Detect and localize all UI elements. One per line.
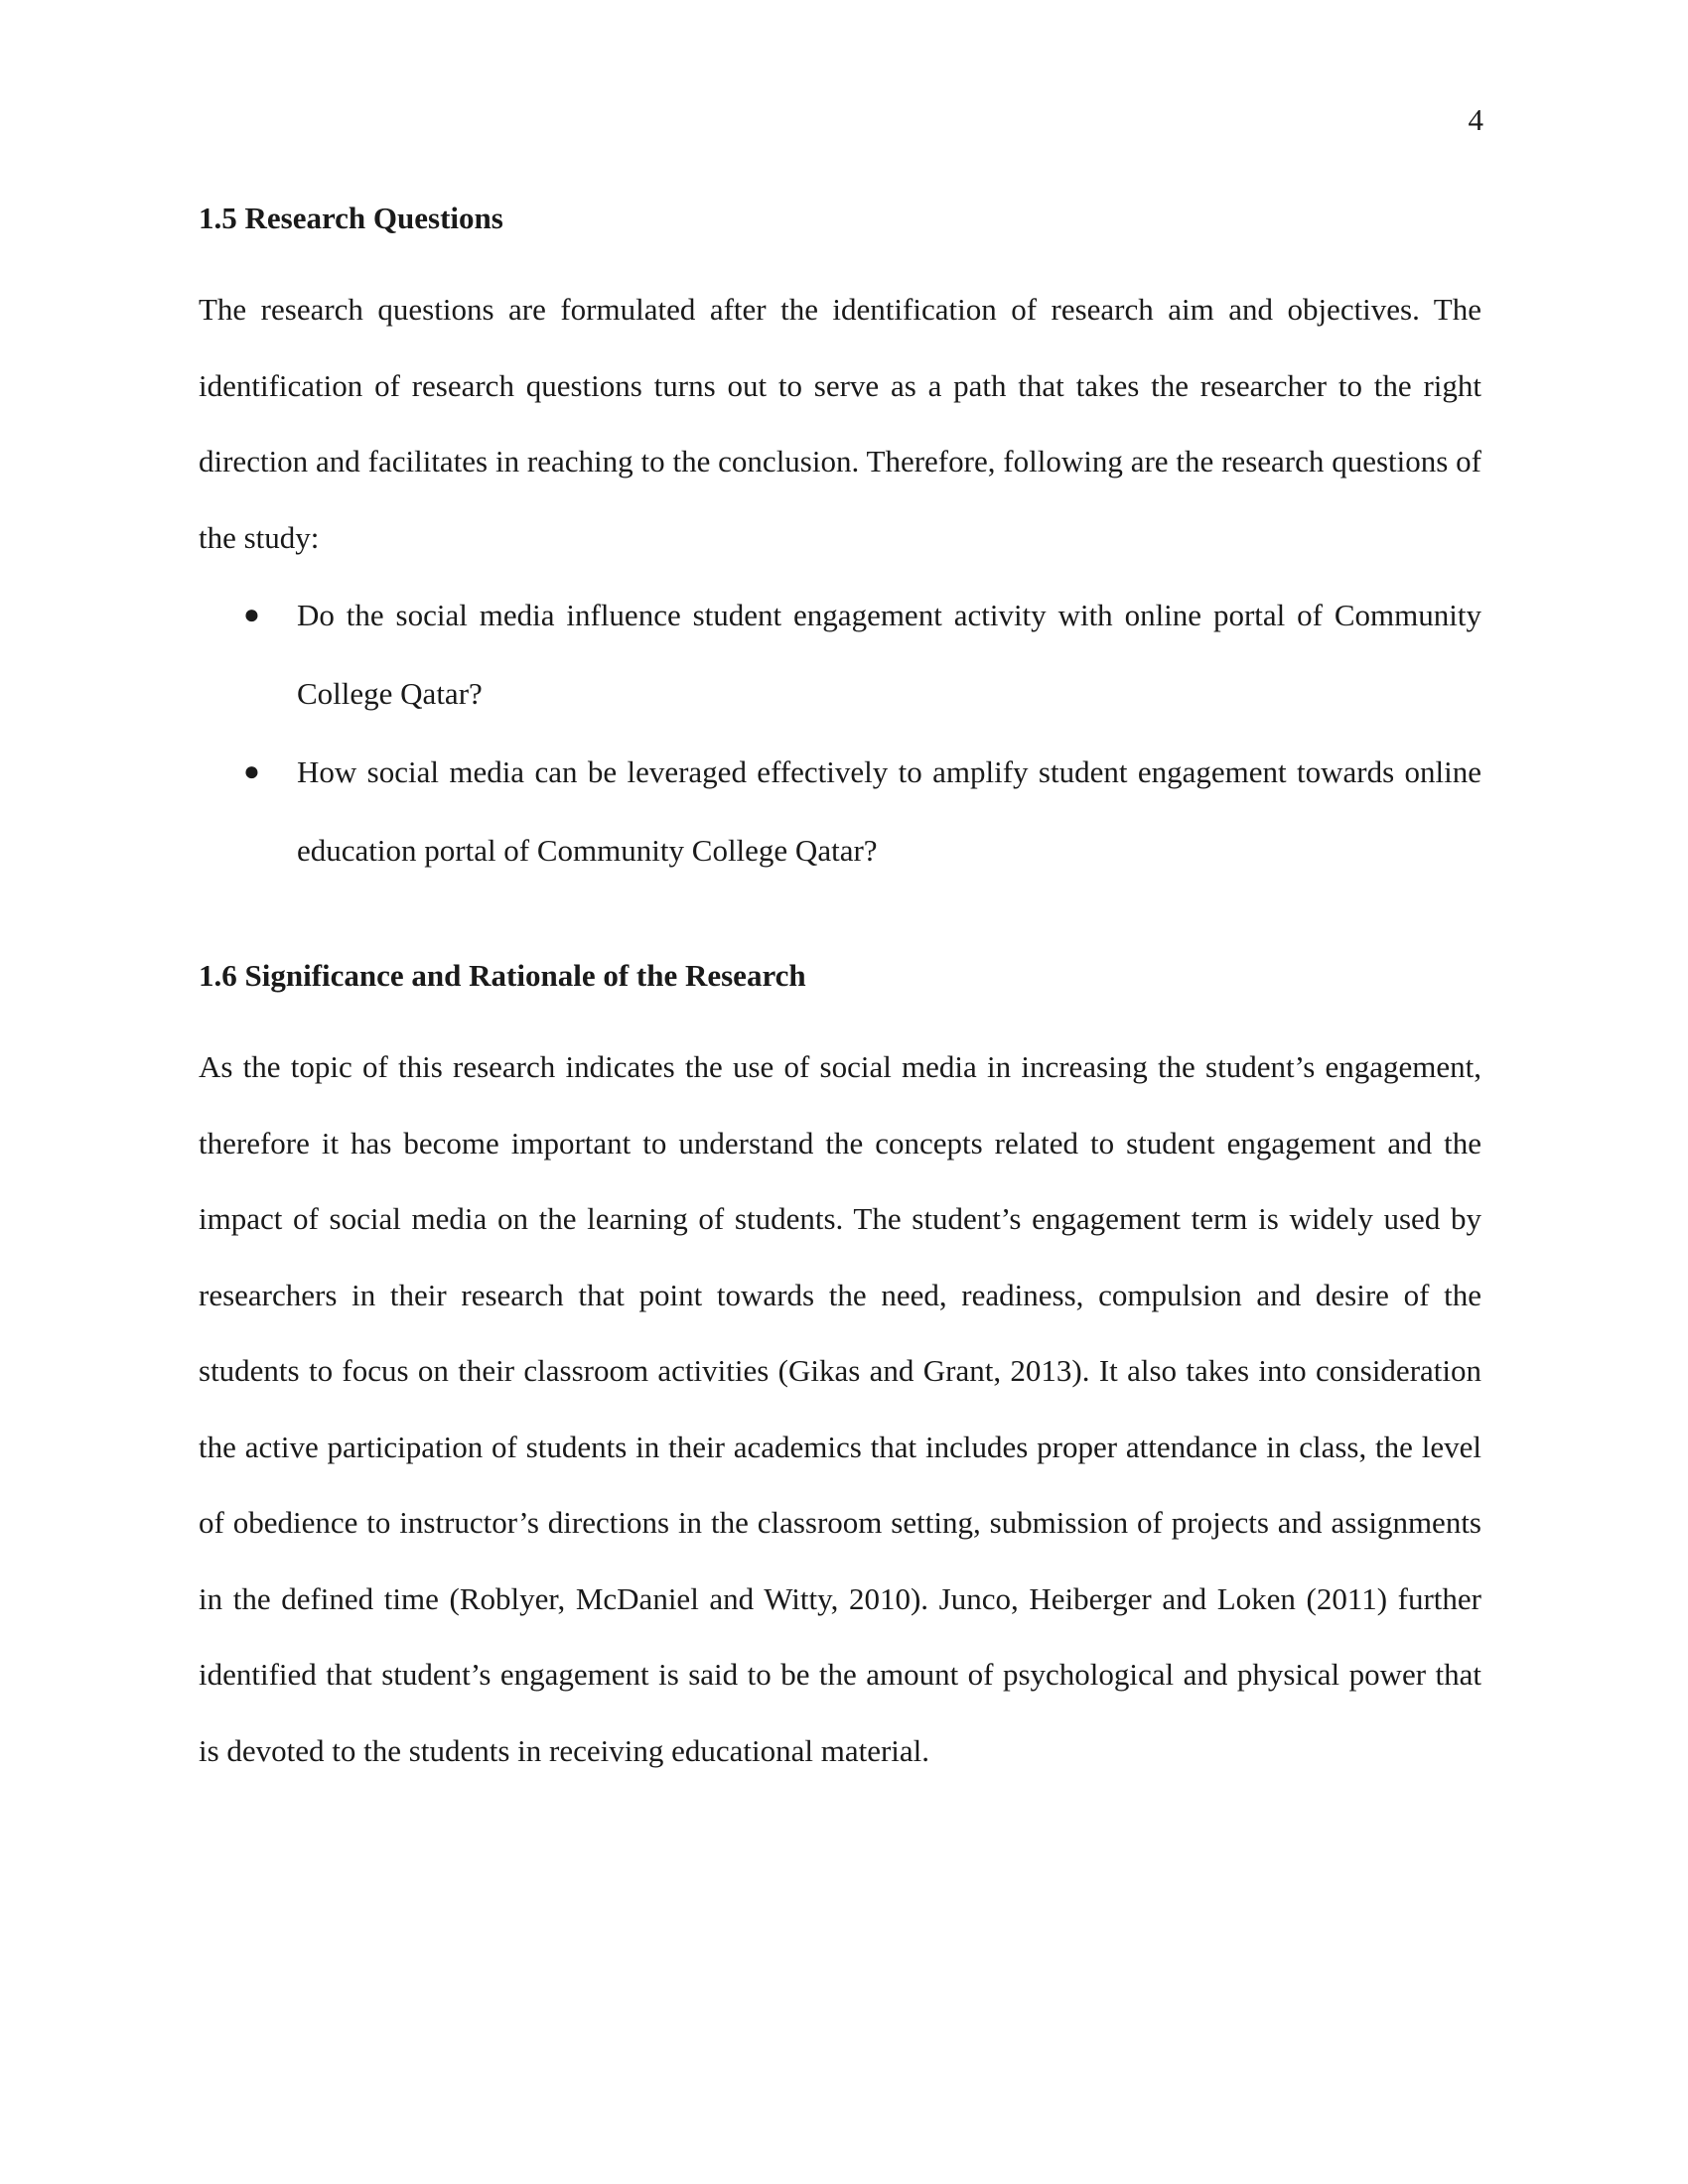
- list-item: [199, 733, 1481, 889]
- section-significance: [199, 954, 1481, 1789]
- page-number: 4: [1468, 102, 1483, 137]
- section-heading: 1.5 Research Questions: [199, 201, 503, 235]
- section-heading: 1.6 Significance and Rationale of the Research: [199, 958, 806, 993]
- bullet-icon: ●: [243, 600, 260, 630]
- list-item-text: How social media can be leveraged effectively to amplify student engagement towards online education portal of Community College Qatar?: [297, 754, 1481, 868]
- section-paragraph: As the topic of this research indicates the use of social media in increasing the student’s engagement, therefore it has become important to understand the concepts related to student engagement and the impact of social media on the learning of students. The student’s engagement term is widely used by researchers in their research that point towards the need, readiness, compulsion and desire of the students to focus on their classroom activities (Gikas and Grant, 2013). It also takes into consideration the active participation of students in their academics that includes proper attendance in class, the level of obedience to instructor’s directions in the classroom setting, submission of projects and assignments in the defined time (Roblyer, McDaniel and Witty, 2010). Junco, Heiberger and Loken (2011) further identified that student’s engagement is said to be the amount of psychological and physical power that is devoted to the students in receiving educational material.: [199, 1049, 1481, 1768]
- page-content: [199, 197, 1481, 1789]
- section-research-questions: [199, 197, 1481, 889]
- bullet-icon: ●: [243, 756, 260, 787]
- list-item-text: Do the social media influence student engagement activity with online portal of Community College Qatar?: [297, 598, 1481, 711]
- section-spacer: [199, 889, 1481, 954]
- research-questions-list: [199, 576, 1481, 889]
- section-paragraph: The research questions are formulated after the identification of research aim and objectives. The identification of research questions turns out to serve as a path that takes the researcher to the right direction and facilitates in reaching to the conclusion. Therefore, following are the research questions of the study:: [199, 292, 1481, 555]
- list-item: [199, 576, 1481, 733]
